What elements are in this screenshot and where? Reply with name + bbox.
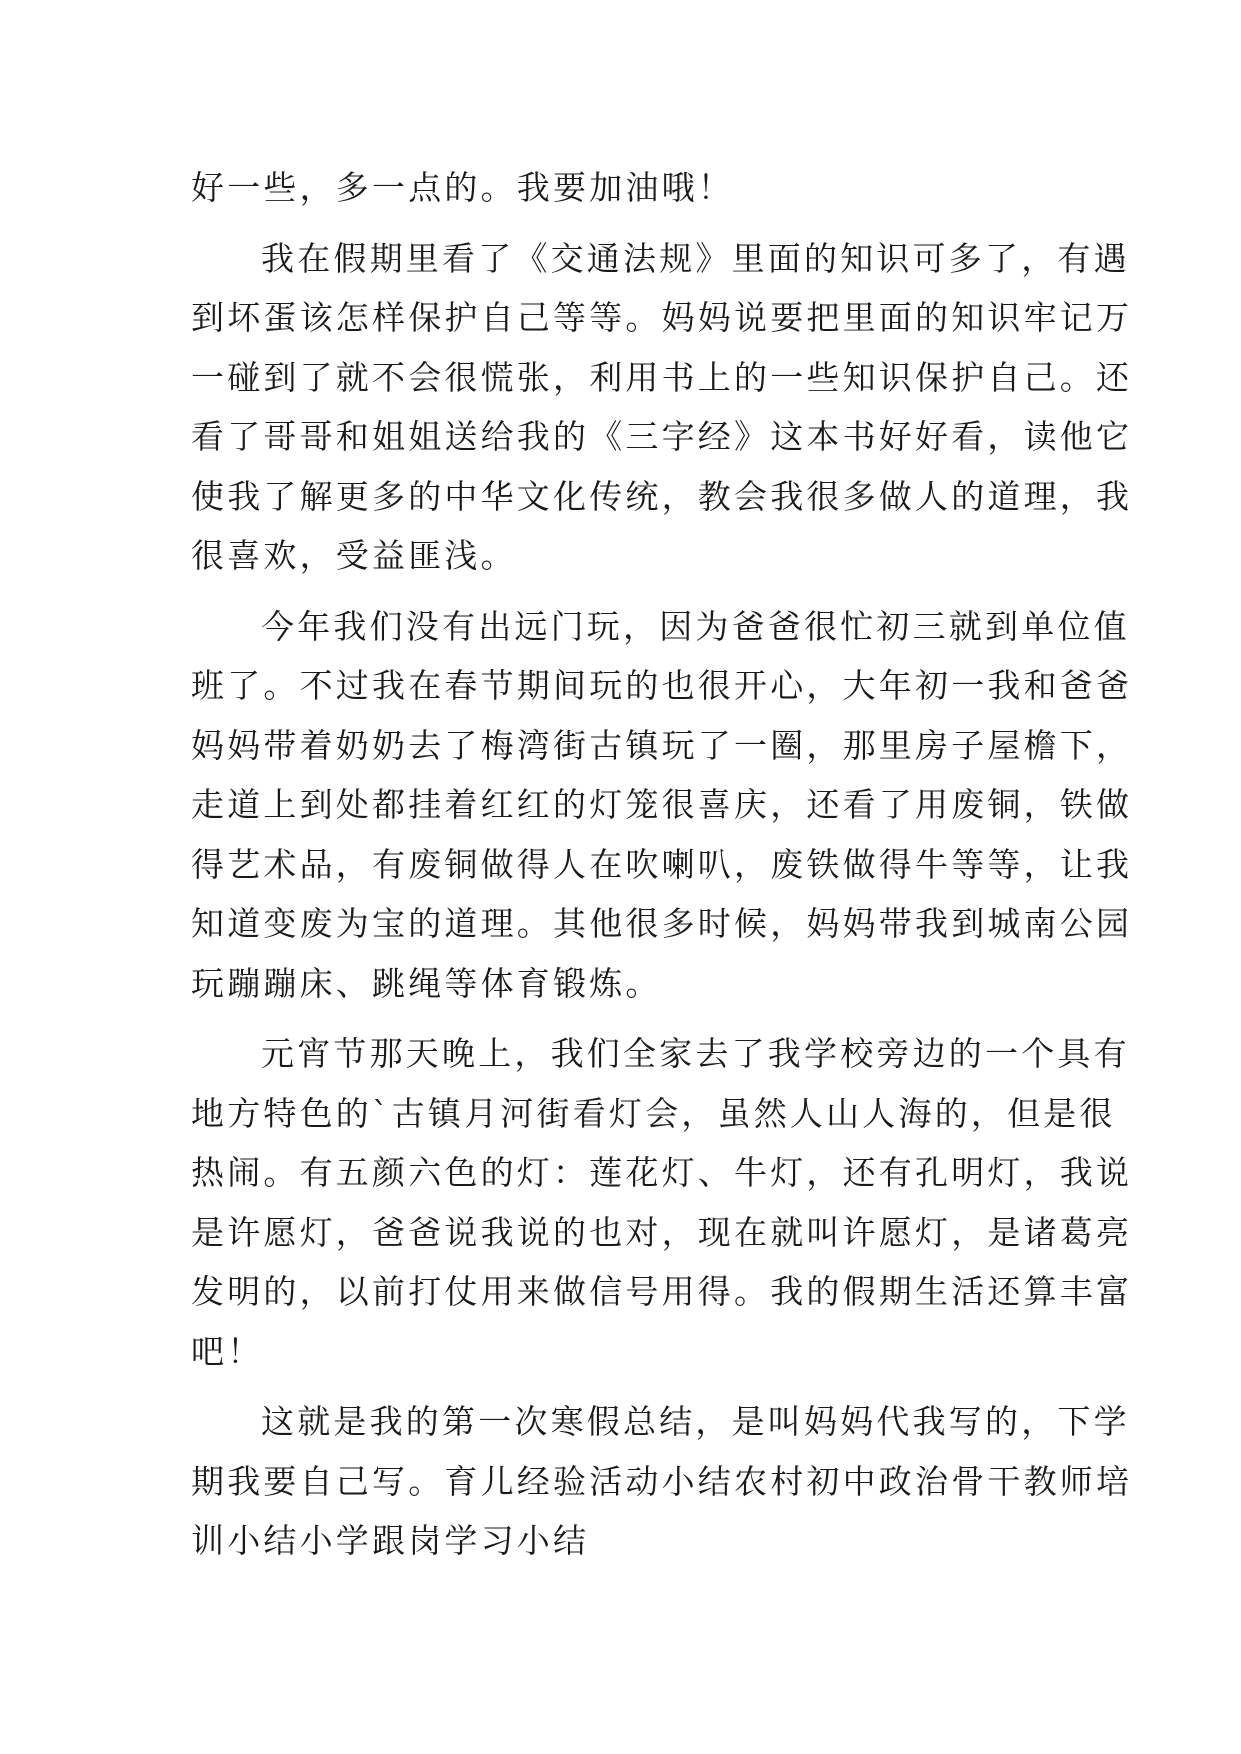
text-line: 班了。不过我在春节期间玩的也很开心，大年初一我和爸爸 [191,666,1133,705]
text-line: 期我要自己写。育儿经验活动小结农村初中政治骨干教师培 [191,1461,1133,1501]
text-line: 到坏蛋该怎样保护自己等等。妈妈说要把里面的知识牢记万 [191,298,1133,337]
text-line: 看了哥哥和姐姐送给我的《三字经》这本书好好看，读他它 [191,417,1133,456]
paragraph-1 [191,158,1091,218]
text-line: 很喜欢，受益匪浅。 [191,536,517,575]
text-line: 妈妈带着奶奶去了梅湾街古镇玩了一圈，那里房子屋檐下， [191,725,1133,765]
paragraph-3 [191,597,1133,1014]
paragraph-5 [191,1392,1133,1571]
text-line: 热闹。有五颜六色的灯：莲花灯、牛灯，还有孔明灯，我说 [191,1153,1133,1192]
text-line: 使我了解更多的中华文化传统，教会我很多做人的道理，我 [191,476,1133,516]
text-line: 知道变废为宝的道理。其他很多时候，妈妈带我到城南公园 [191,904,1133,943]
text-line: 得艺术品，有废铜做得人在吹喇叭，废铁做得牛等等，让我 [191,844,1133,884]
text-line: 地方特色的`古镇月河街看灯会，虽然人山人海的，但是很 [191,1093,1116,1133]
text-line: 吧！ [191,1331,264,1371]
text-line: 走道上到处都挂着红红的灯笼很喜庆，还看了用废铜，铁做 [191,785,1133,824]
paragraph-4 [191,1024,1133,1381]
text-line: 这就是我的第一次寒假总结，是叫妈妈代我写的，下学 [261,1402,1130,1441]
text-line: 训小结小学跟岗学习小结 [191,1521,590,1560]
text-line: 好一些，多一点的。我要加油哦！ [191,168,734,207]
paragraph-2 [191,229,1133,586]
document-body [191,158,1133,1571]
text-line: 发明的，以前打仗用来做信号用得。我的假期生活还算丰富 [191,1272,1133,1311]
text-line: 是许愿灯，爸爸说我说的也对，现在就叫许愿灯，是诸葛亮 [191,1212,1133,1252]
text-line: 玩蹦蹦床、跳绳等体育锻炼。 [191,963,662,1003]
text-line: 我在假期里看了《交通法规》里面的知识可多了，有遇 [261,238,1130,278]
text-line: 一碰到了就不会很慌张，利用书上的一些知识保护自己。还 [191,357,1133,397]
text-line: 元宵节那天晚上，我们全家去了我学校旁边的一个具有 [261,1034,1130,1073]
text-line: 今年我们没有出远门玩，因为爸爸很忙初三就到单位值 [261,606,1130,646]
